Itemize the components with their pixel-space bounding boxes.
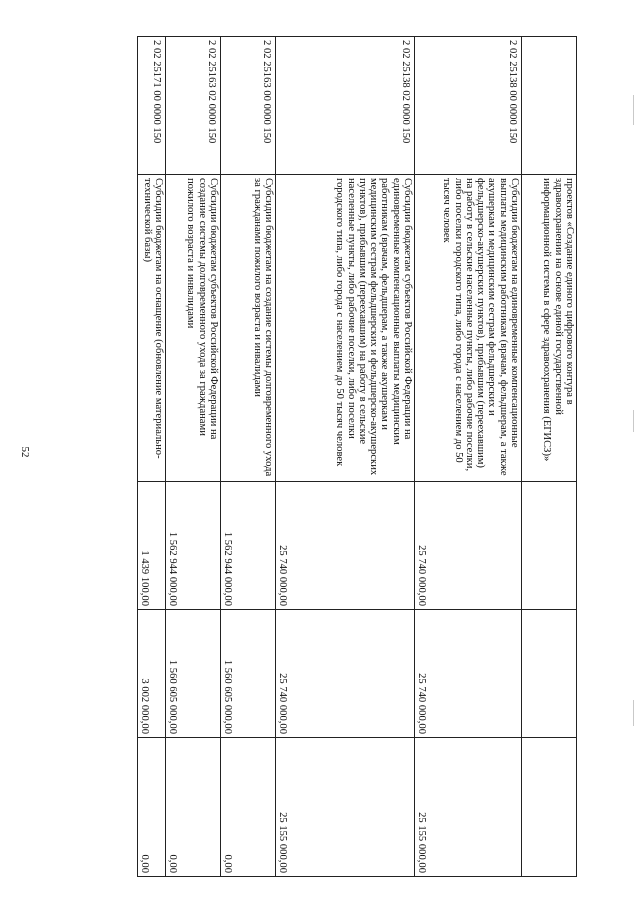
row-description: Субсидии бюджетам на оснащение (обновление материально-технической базы) bbox=[138, 175, 166, 482]
row-value-3: 0,00 bbox=[221, 738, 276, 877]
table-row bbox=[138, 37, 166, 877]
row-code bbox=[522, 37, 577, 175]
row-value-1: 25 740 000,00 bbox=[415, 482, 522, 610]
row-description: Субсидии бюджетам на единовременные компенсационные выплаты медицинским работникам (врачам, фельдшерам, а также акушеркам и медицинским сестрам фельдшерских и фельдшерско-акушерских пунктов), прибывшим (переехавшим) на работу в сельские населенные пункты, либо рабочие поселки, либо поселки городского типа, либо города с населением до 50 тысяч человек bbox=[415, 175, 522, 482]
row-description: Субсидии бюджетам на создание системы долговременного ухода за гражданами пожилого возраста и инвалидами bbox=[221, 175, 276, 482]
row-description: Субсидии бюджетам субъектов Российской Федерации на единовременные компенсационные выплаты медицинским работникам (врачам, фельдшерам, а также акушеркам и медицинским сестрам фельдшерских и фельдшерско-акушерских пунктов), прибывшим (переехавшим) на работу в сельские населенные пункты, либо рабочие поселки, либо поселки городского типа, либо города с населением до 50 тысяч человек bbox=[276, 175, 415, 482]
row-value-1 bbox=[522, 482, 577, 610]
budget-table bbox=[137, 36, 577, 877]
row-value-3: 25 155 000,00 bbox=[415, 738, 522, 877]
scan-mark bbox=[633, 700, 634, 726]
table-row bbox=[166, 37, 221, 877]
table-row bbox=[221, 37, 276, 877]
table-row bbox=[522, 37, 577, 877]
table-row bbox=[276, 37, 415, 877]
row-value-2: 3 002 000,00 bbox=[138, 610, 166, 738]
row-code: 2 02 25138 02 0000 150 bbox=[276, 37, 415, 175]
row-code: 2 02 25171 00 0000 150 bbox=[138, 37, 166, 175]
row-value-3: 25 155 000,00 bbox=[276, 738, 415, 877]
rotated-page-content bbox=[59, 36, 577, 876]
scan-mark bbox=[633, 95, 634, 125]
row-value-2: 25 740 000,00 bbox=[415, 610, 522, 738]
row-value-3: 0,00 bbox=[138, 738, 166, 877]
row-code: 2 02 25138 00 0000 150 bbox=[415, 37, 522, 175]
scan-mark bbox=[633, 410, 634, 432]
row-value-2: 1 560 605 000,00 bbox=[221, 610, 276, 738]
row-code: 2 02 25163 02 0000 150 bbox=[166, 37, 221, 175]
row-description: проектов «Создание единого цифрового контура в здравоохранении на основе единой государственной информационной системы в сфере здравоохранения (ЕГИСЗ)» bbox=[522, 175, 577, 482]
row-value-1: 1 439 100,00 bbox=[138, 482, 166, 610]
row-description: Субсидии бюджетам субъектов Российской Федерации на создание системы долговременного ухода за гражданами пожилого возраста и инвалидами bbox=[166, 175, 221, 482]
table-row bbox=[415, 37, 522, 877]
row-value-2: 25 740 000,00 bbox=[276, 610, 415, 738]
row-value-3: 0,00 bbox=[166, 738, 221, 877]
row-value-3 bbox=[522, 738, 577, 877]
page-number: 52 bbox=[19, 446, 31, 458]
row-value-2: 1 560 605 000,00 bbox=[166, 610, 221, 738]
row-value-1: 25 740 000,00 bbox=[276, 482, 415, 610]
row-value-1: 1 562 944 000,00 bbox=[166, 482, 221, 610]
row-code: 2 02 25163 00 0000 150 bbox=[221, 37, 276, 175]
row-value-2 bbox=[522, 610, 577, 738]
row-value-1: 1 562 944 000,00 bbox=[221, 482, 276, 610]
